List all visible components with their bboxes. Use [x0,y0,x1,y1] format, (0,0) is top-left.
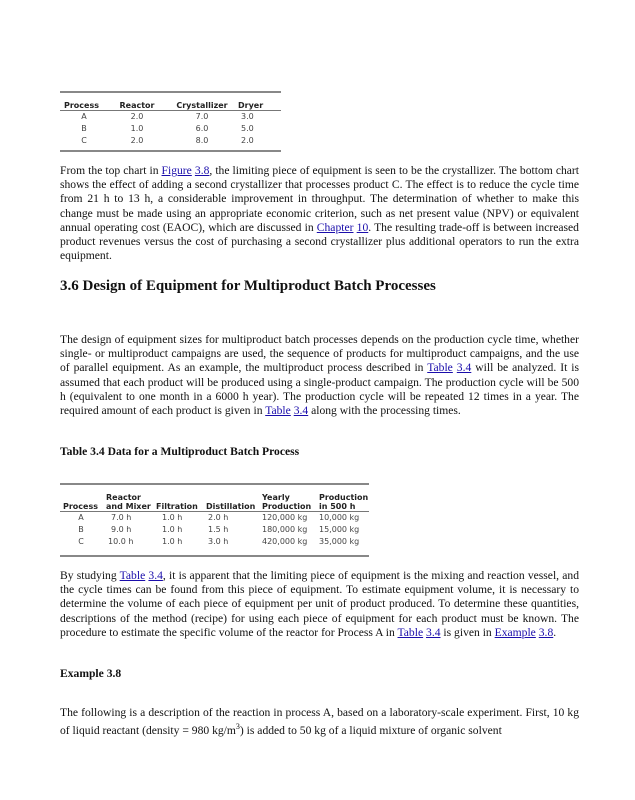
table-cell: 1.0 h [162,524,183,534]
table-cell: 10,000 kg [319,512,360,522]
table-number-link[interactable]: 3.4 [426,625,441,639]
chapter-link[interactable]: Chapter [316,220,354,234]
table-cell: 2.0 [130,111,144,121]
table-cell: 15,000 kg [319,524,360,534]
table-cell: 6.0 [195,123,209,133]
table-cell: 8.0 [195,135,209,145]
paragraph-text: , it is apparent that the limiting piece of equipment is the mixing and reaction vessel, and the cycle times can be found from this piece of equipment. To estimate equipment volume, it is necessary to determine the volume of each piece of equipment per unit of product produced. To determine these quantities, descriptions of the method (recipe) for using each piece of equipment for each product must be known. The procedure to estimate the specific volume of the reactor for Process A in [60,569,579,639]
table-cell: 1.5 h [208,524,229,534]
paragraph-text: ) is added to 50 kg of a liquid mixture of organic solvent [239,724,502,738]
table-2-caption: Table 3.4 Data for a Multiproduct Batch Process [60,445,300,458]
table-link[interactable]: Table [265,404,291,418]
table-2-header [313,485,369,511]
table-row [60,523,369,535]
header-label: Yearly [262,492,290,502]
table-number-link[interactable]: 3.4 [456,361,472,375]
paragraph-4 [60,706,579,738]
table-row [60,511,369,523]
table-cell: 5.0 [241,123,254,133]
header-label: Production [262,501,312,511]
table-cell: 180,000 kg [262,524,308,534]
table-1-header: Reactor [108,93,166,110]
table-link[interactable]: Table [119,569,146,582]
paragraph-1 [60,164,579,263]
header-label: Production [319,492,369,502]
table-1-header: Dryer [238,93,281,110]
table-cell: C [78,536,84,546]
table-1-grid [60,93,281,146]
table-cell: 9.0 h [111,524,132,534]
table-cell: 2.0 h [208,512,229,522]
paragraph-text: The design of equipment sizes for multiproduct batch processes depends on the production cycle time, whether single- or multiproduct campaigns are used, the sequence of products for multiproduct campaigns, and the use of parallel equipment. As an example, the multiproduct process described in [60,333,579,375]
table-row [60,122,281,134]
paragraph-text: By studying [60,569,120,582]
paragraph-text: . The resulting trade-off is between increased product revenues versus the cost of purchasing a second crystallizer plus additional operators to run the extra equipment. [60,220,579,263]
header-label: Process [63,501,98,511]
header-label: Filtration [156,501,198,511]
table-cell: 1.0 [130,123,144,133]
table-2 [60,483,369,557]
table-1-header: Crystallizer [166,93,238,110]
table-cell: 2.0 [241,135,254,145]
table-2-header [60,485,102,511]
table-cell: 10.0 h [108,536,134,546]
table-1 [60,91,281,152]
paragraph-text: The following is a description of the reaction in process A, based on a laboratory-scale experiment. First, 10 kg of liquid reactant (density = 980 kg/m [60,706,579,738]
table-cell: 35,000 kg [319,536,360,546]
table-2-header [202,485,258,511]
table-cell: B [81,123,87,133]
table-link[interactable]: Table [397,625,424,639]
table-1-header: Process [60,93,108,110]
table-row [60,110,281,122]
paragraph-text: along with the processing times. [308,404,461,418]
table-cell: 3.0 h [208,536,229,546]
example-heading: Example 3.8 [60,667,122,680]
paragraph-text: is given in [440,625,495,639]
figure-number-link[interactable]: 3.8 [194,164,210,177]
header-label: Reactor [106,492,141,502]
table-2-header [258,485,313,511]
table-cell: 1.0 h [162,536,183,546]
table-cell: 7.0 h [111,512,132,522]
table-cell: A [78,512,84,522]
table-cell: A [81,111,87,121]
example-number-link[interactable]: 3.8 [538,625,554,639]
superscript: 3 [235,722,240,732]
section-heading: 3.6 Design of Equipment for Multiproduct Batch Processes [60,278,436,294]
table-cell: 3.0 [241,111,254,121]
table-row [60,134,281,146]
table-cell: 420,000 kg [262,536,308,546]
header-label: and Mixer [106,501,151,511]
table-2-header [156,485,202,511]
example-link[interactable]: Example [494,625,536,639]
header-label: Distillation [206,501,256,511]
table-number-link[interactable]: 3.4 [293,404,309,418]
table-2-grid [60,485,369,547]
table-cell: C [81,135,87,145]
table-cell: 7.0 [195,111,209,121]
table-number-link[interactable]: 3.4 [148,569,163,582]
table-link[interactable]: Table [427,361,453,375]
paragraph-2 [60,333,579,418]
table-cell: 120,000 kg [262,512,308,522]
chapter-number-link[interactable]: 10 [356,220,369,234]
table-cell: 2.0 [130,135,144,145]
table-cell: B [78,524,84,534]
paragraph-text: will be analyzed. It is assumed that each product will be produced using a single-product campaign. The production cycle will be 500 h (equivalent to one month in a 6000 h year). The production cycle will be repeated 12 times in a year. The required amount of each product is given in [60,361,579,418]
paragraph-text: From the top chart in [60,164,162,177]
figure-link[interactable]: Figure [161,164,192,177]
table-cell: 1.0 h [162,512,183,522]
paragraph-text: , the limiting piece of equipment is seen to be the crystallizer. The bottom chart shows the effect of adding a second crystallizer that processes product C. The effect is to reduce the cycle time from 21 h to 13 h, a considerable improvement in throughput. The determination of whether to make this change must be made using an appropriate economic criterion, such as net present value (NPV) or equivalent annual operating cost (EAOC), which are discussed in [60,164,579,234]
table-2-header [102,485,156,511]
paragraph-text: . [553,625,557,639]
paragraph-3 [60,569,579,640]
table-row [60,535,369,547]
header-label: in 500 h [319,501,356,511]
